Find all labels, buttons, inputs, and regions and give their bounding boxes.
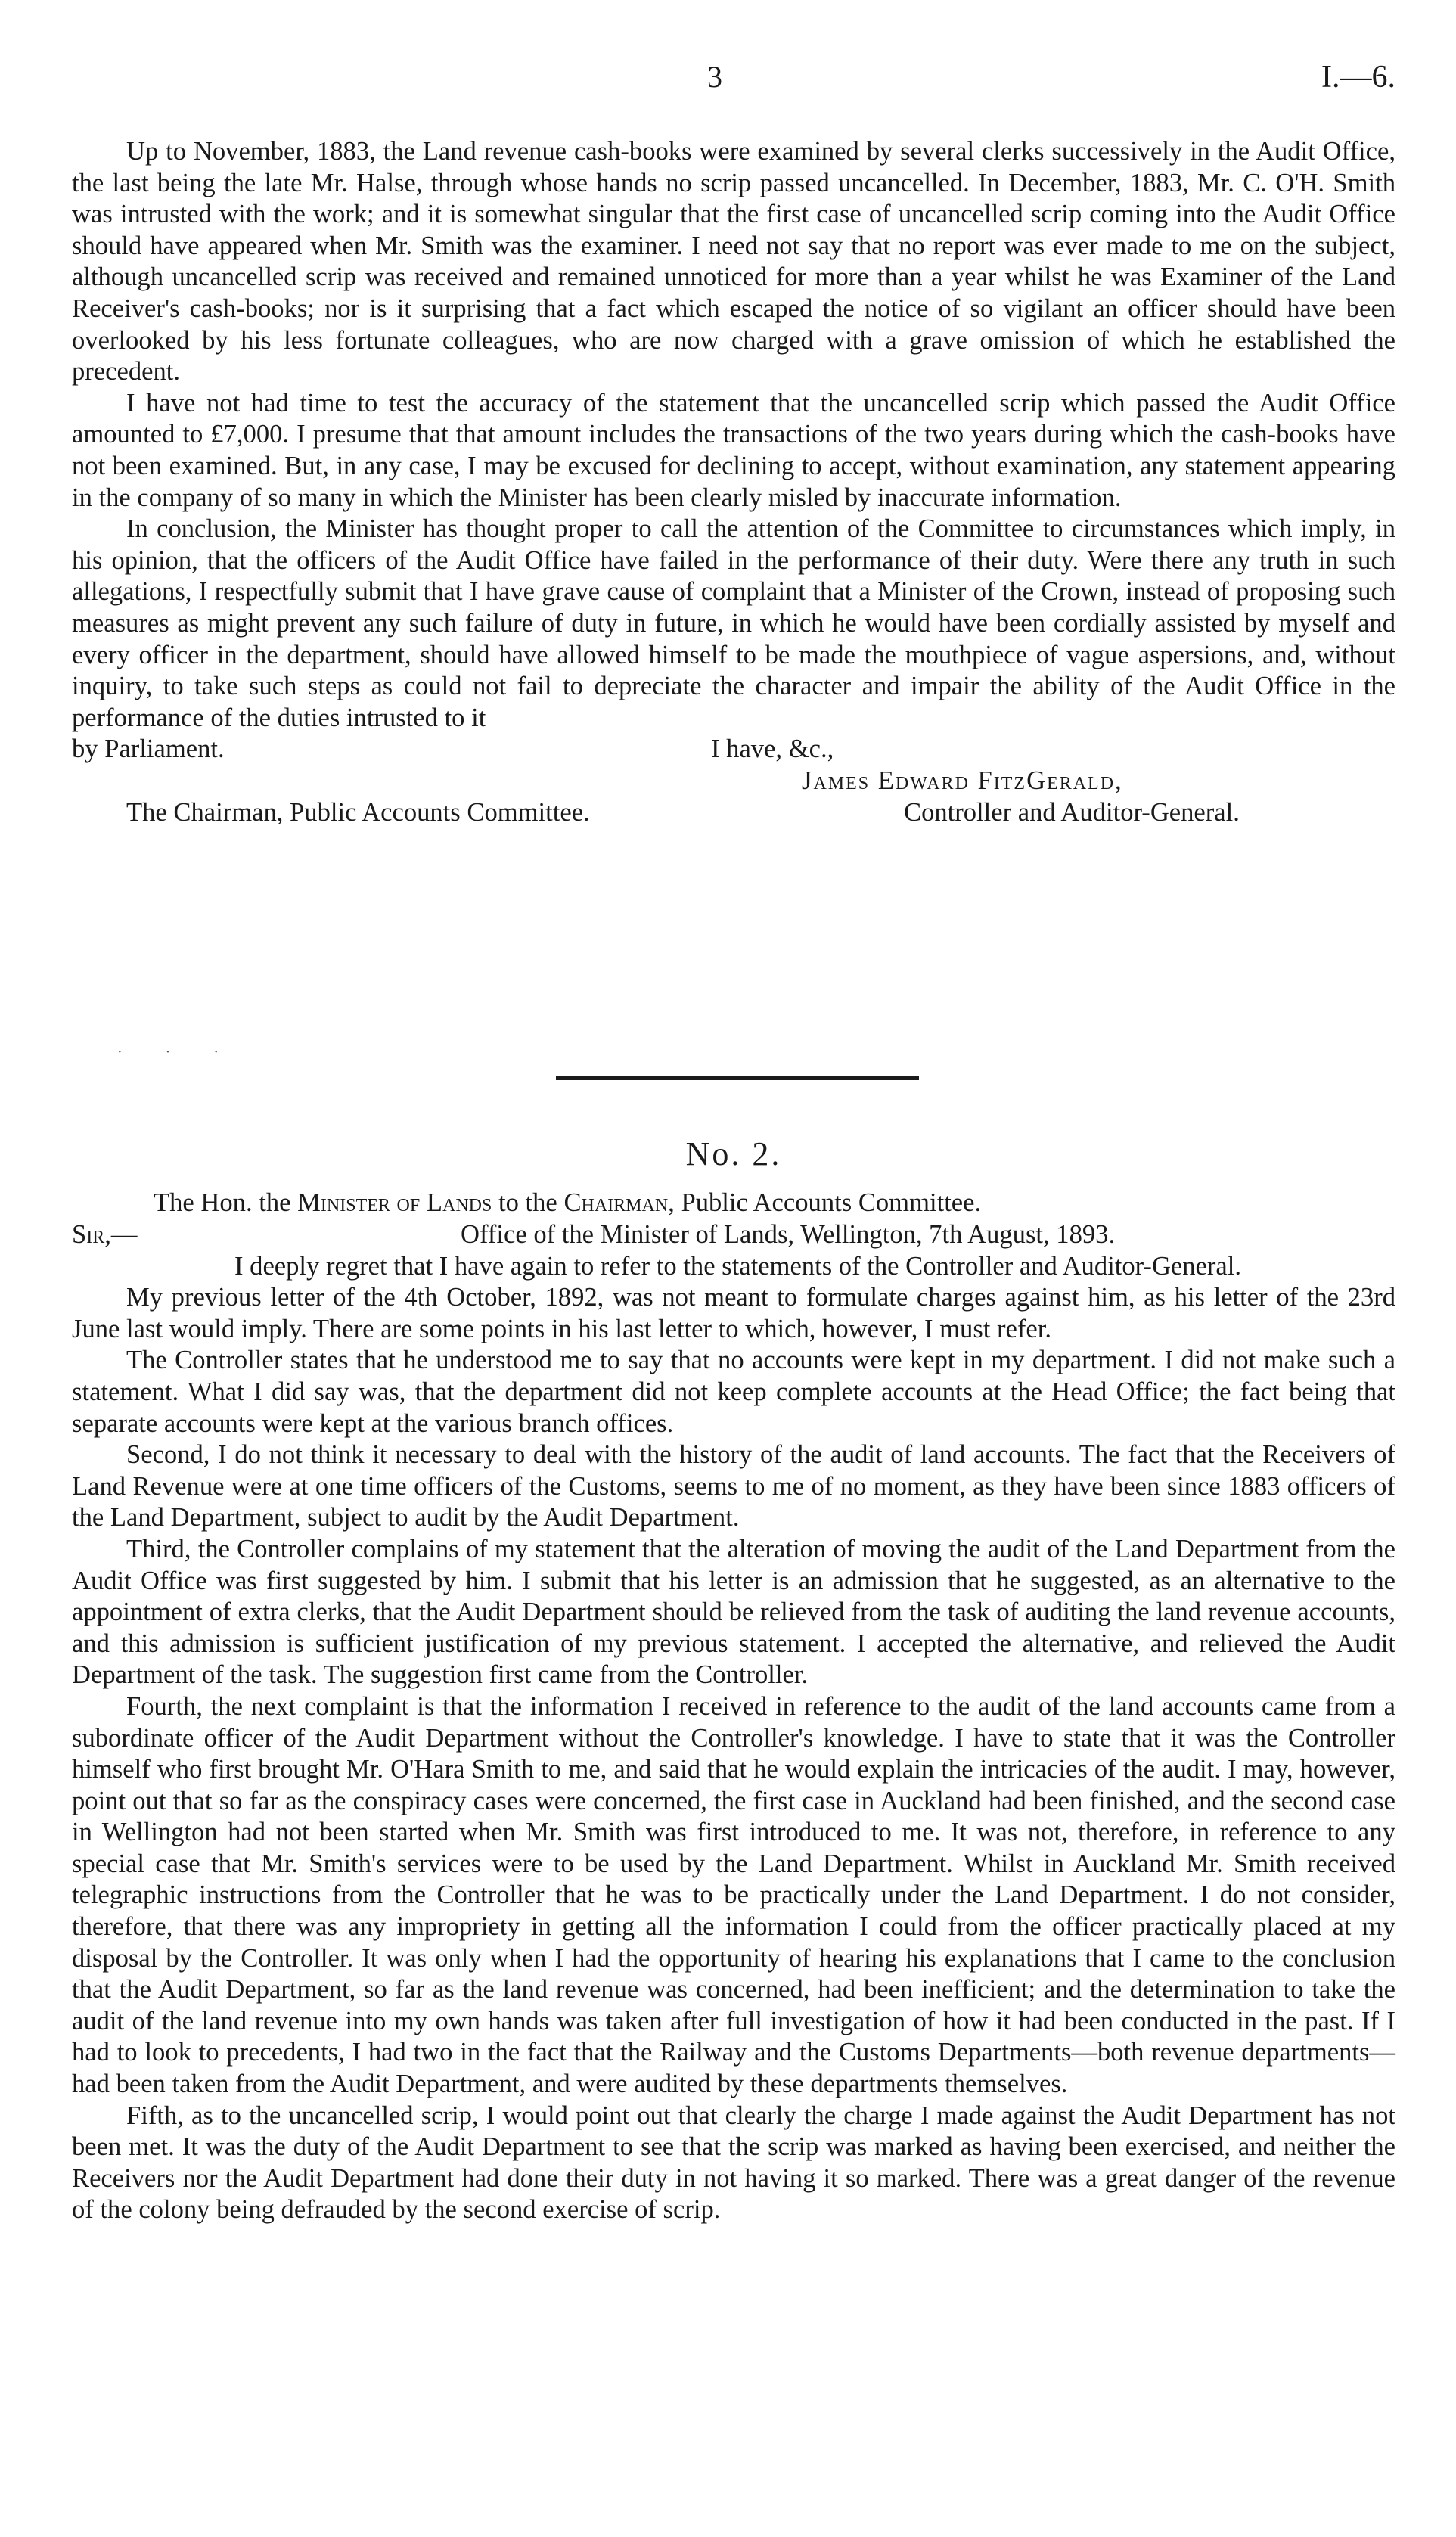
document-reference: I.—6.: [1321, 60, 1395, 95]
paragraph: Fourth, the next complaint is that the information I received in reference to the audit of the land accounts came from a subordinate officer of the Audit Department without the Controller's knowledge. I have to state that it was the Controller himself who first brought Mr. O'Hara Smith to me, and said that he would explain the intricacies of the audit. I may, however, point out that so far as the conspiracy cases were concerned, the first case in Auckland had been finished, and the second case in Wellington had not been started when Mr. Smith was first introduced to me. It was not, therefore, in reference to any special case that Mr. Smith's services were to be used by the Land Department. Whilst in Auckland Mr. Smith received telegraphic instructions from the Controller that he was to be practically under the Land Department. I do not consider, therefore, that there was any impropriety in getting all the information I could from the officer practically placed at my disposal by the Controller. It was only when I had the opportunity of hearing his explanations that I came to the conclusion that the Audit Department, so far as the land revenue was concerned, had been inefficient; and the determination to take the audit of the land revenue into my own hands was taken after full investigation of how it had been conducted in the past. If I had to look to precedents, I had two in the fact that the Railway and the Customs Departments—both revenue departments—had been taken from the Audit Department, and were audited by these departments themselves.: [72, 1691, 1395, 2099]
paragraph: My previous letter of the 4th October, 1892, was not meant to formulate charges against him, as his letter of the 23rd June last would imply. There are some points in his last letter to which, however, I must refer.: [72, 1283, 1395, 1343]
signer-name: James Edward FitzGerald,: [802, 766, 1123, 796]
paragraph: The Controller states that he understood me to say that no accounts were kept in my department. I did not make such a statement. What I did say was, that the department did not keep complete accounts at the Head Office; the fact being that separate accounts were kept at the various branch offices.: [72, 1346, 1395, 1438]
closing-line: [72, 734, 1395, 765]
paragraph: In conclusion, the Minister has thought proper to call the attention of the Committee to circumstances which imply, in his opinion, that the officers of the Audit Office have failed in the performance of their duty. Were there any truth in such allegations, I respectfully submit that I have grave cause of complaint that a Minister of the Crown, instead of proposing such measures as might prevent any such failure of duty in future, in which he would have been cordially assisted by myself and every officer in the department, should have allowed himself to be made the mouthpiece of vague aspersions, and, without inquiry, to take such steps as could not fail to depreciate the character and impair the ability of the Audit Office in the performance of the duties intrusted to it: [72, 514, 1395, 732]
paragraph: Fifth, as to the uncancelled scrip, I would point out that clearly the charge I made against the Audit Department has not been met. It was the duty of the Audit Department to see that the scrip was marked as having been exercised, and neither the Receivers nor the Audit Department had done their duty in not having it so marked. There was a great danger of the revenue of the colony being defrauded by the second exercise of scrip.: [72, 2101, 1395, 2225]
closing-text: by Parliament.: [72, 734, 225, 764]
signature-line: [72, 765, 1395, 797]
title-to-word: to the: [498, 1188, 557, 1217]
salutation: Sir,—: [72, 1219, 138, 1249]
section-heading: No. 2.: [685, 1135, 782, 1172]
page-header: [72, 53, 1395, 98]
paragraph: Up to November, 1883, the Land revenue cash-books were examined by several clerks successively in the Audit Office, the last being the late Mr. Halse, through whose hands no scrip passed uncancelled. In December, 1883, Mr. C. O'H. Smith was intrusted with the work; and it is somewhat singular that the first case of uncancelled scrip coming into the Audit Office should have appeared when Mr. Smith was the examiner. I need not say that no report was ever made to me on the subject, although uncancelled scrip was received and remained unnoticed for more than a year whilst he was Examiner of the Land Receiver's cash-books; nor is it surprising that a fact which escaped the notice of so vigilant an officer should have been overlooked by his less fortunate colleagues, who are now charged with a grave omission of which he established the precedent.: [72, 137, 1395, 387]
addressee: The Chairman, Public Accounts Committee.: [126, 798, 590, 828]
title-suffix: Public Accounts Committee.: [681, 1188, 982, 1217]
complimentary-close: I have, &c.,: [711, 734, 834, 764]
title-from: Minister of Lands: [297, 1188, 492, 1217]
letter-2: [72, 1188, 1395, 2226]
paragraph: I deeply regret that I have again to refer to the statements of the Controller and Auditor-General.: [234, 1251, 1242, 1281]
place-date: Office of the Minister of Lands, Wellington, 7th August, 1893.: [461, 1219, 1116, 1249]
paragraph: I have not had time to test the accuracy of the statement that the uncancelled scrip which passed the Audit Office amounted to £7,000. I presume that that amount includes the transactions of the two years during which the cash-books have not been examined. But, in any case, I may be excused for declining to accept, without examination, any statement appearing in the company of so many in which the Minister has been clearly misled by inaccurate information.: [72, 388, 1395, 512]
page-number: 3: [707, 60, 722, 94]
letter-title: [72, 1188, 1395, 1219]
dateline: [72, 1219, 1395, 1251]
letter-2-body: [72, 1251, 1395, 2226]
addressee-line: [72, 797, 1395, 829]
title-to: Chairman,: [563, 1188, 675, 1217]
section-divider: [556, 1076, 919, 1080]
paragraph: Second, I do not think it necessary to deal with the history of the audit of land accounts. The fact that the Receivers of Land Revenue were at one time officers of the Customs, seems to me of no moment, as they have been since 1883 officers of the Land Department, subject to audit by the Audit Department.: [72, 1440, 1395, 1532]
document-page: [72, 53, 1395, 2225]
stray-marks: · · ·: [117, 1044, 238, 1060]
title-prefix: The Hon. the: [154, 1188, 291, 1217]
letter-1-body: [72, 136, 1395, 734]
signer-title: Controller and Auditor-General.: [904, 798, 1240, 828]
letter-1: [72, 136, 1395, 829]
paragraph: Third, the Controller complains of my statement that the alteration of moving the audit of the Land Department from the Audit Office was first suggested by him. I submit that his letter is an admission that he suggested, as an alternative to the appointment of extra clerks, that the Audit Department should be relieved from the task of auditing the land revenue accounts, and this admission is sufficient justification of my previous statement. I accepted the alternative, and relieved the Audit Department of the task. The suggestion first came from the Controller.: [72, 1534, 1395, 1690]
